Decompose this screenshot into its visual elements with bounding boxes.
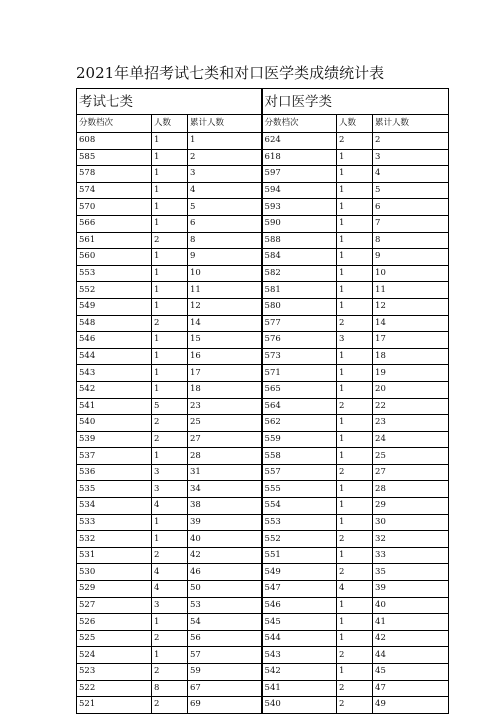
right-cumulative-cell: 25 xyxy=(373,448,449,465)
right-score-cell: 555 xyxy=(262,481,337,498)
right-score-cell: 540 xyxy=(262,697,337,714)
right-score-cell: 541 xyxy=(262,680,337,697)
right-cumulative-cell: 4 xyxy=(373,166,449,183)
left-cumulative-cell: 34 xyxy=(188,481,262,498)
right-count-cell: 2 xyxy=(337,531,373,548)
right-score-cell: 559 xyxy=(262,431,337,448)
table-row xyxy=(77,697,449,714)
score-statistics-table xyxy=(76,88,449,714)
left-score-cell: 539 xyxy=(77,431,152,448)
left-count-cell: 1 xyxy=(152,199,188,216)
left-score-cell: 574 xyxy=(77,182,152,199)
right-count-cell: 4 xyxy=(337,581,373,598)
right-score-cell: 580 xyxy=(262,298,337,315)
left-count-cell: 2 xyxy=(152,664,188,681)
right-count-cell: 2 xyxy=(337,680,373,697)
left-score-cell: 523 xyxy=(77,664,152,681)
right-cumulative-cell: 33 xyxy=(373,547,449,564)
right-score-cell: 562 xyxy=(262,415,337,432)
right-count-cell: 1 xyxy=(337,348,373,365)
left-cumulative-cell: 53 xyxy=(188,597,262,614)
left-cumulative-cell: 27 xyxy=(188,431,262,448)
right-cumulative-cell: 24 xyxy=(373,431,449,448)
left-count-cell: 3 xyxy=(152,464,188,481)
left-score-cell: 552 xyxy=(77,282,152,299)
right-cumulative-cell: 7 xyxy=(373,215,449,232)
right-cumulative-cell: 20 xyxy=(373,381,449,398)
right-score-cell: 581 xyxy=(262,282,337,299)
left-score-cell: 533 xyxy=(77,514,152,531)
table-body xyxy=(77,89,449,714)
right-score-cell: 594 xyxy=(262,182,337,199)
left-cumulative-cell: 18 xyxy=(188,381,262,398)
right-count-cell: 1 xyxy=(337,166,373,183)
left-count-cell: 2 xyxy=(152,630,188,647)
table-row xyxy=(77,232,449,249)
right-col-cumulative: 累计人数 xyxy=(373,115,449,133)
page-title: 2021年单招考试七类和对口医学类成绩统计表 xyxy=(76,64,385,82)
table-row xyxy=(77,282,449,299)
left-score-cell: 546 xyxy=(77,332,152,349)
left-count-cell: 1 xyxy=(152,365,188,382)
left-count-cell: 1 xyxy=(152,215,188,232)
left-cumulative-cell: 1 xyxy=(188,133,262,150)
table-row xyxy=(77,199,449,216)
right-cumulative-cell: 39 xyxy=(373,581,449,598)
table-row xyxy=(77,365,449,382)
left-cumulative-cell: 38 xyxy=(188,498,262,515)
right-cumulative-cell: 8 xyxy=(373,232,449,249)
table-row xyxy=(77,680,449,697)
left-count-cell: 3 xyxy=(152,597,188,614)
right-cumulative-cell: 18 xyxy=(373,348,449,365)
left-count-cell: 4 xyxy=(152,564,188,581)
right-score-cell: 618 xyxy=(262,149,337,166)
right-score-cell: 576 xyxy=(262,332,337,349)
right-cumulative-cell: 42 xyxy=(373,630,449,647)
right-score-cell: 554 xyxy=(262,498,337,515)
table-row xyxy=(77,149,449,166)
table-row xyxy=(77,332,449,349)
right-score-cell: 584 xyxy=(262,249,337,266)
left-cumulative-cell: 10 xyxy=(188,265,262,282)
left-cumulative-cell: 42 xyxy=(188,547,262,564)
right-cumulative-cell: 22 xyxy=(373,398,449,415)
left-count-cell: 1 xyxy=(152,249,188,266)
right-cumulative-cell: 23 xyxy=(373,415,449,432)
right-score-cell: 546 xyxy=(262,597,337,614)
right-score-cell: 565 xyxy=(262,381,337,398)
left-cumulative-cell: 69 xyxy=(188,697,262,714)
right-cumulative-cell: 41 xyxy=(373,614,449,631)
left-count-cell: 1 xyxy=(152,133,188,150)
right-cumulative-cell: 47 xyxy=(373,680,449,697)
right-count-cell: 2 xyxy=(337,133,373,150)
right-cumulative-cell: 32 xyxy=(373,531,449,548)
right-cumulative-cell: 35 xyxy=(373,564,449,581)
right-cumulative-cell: 14 xyxy=(373,315,449,332)
left-score-cell: 541 xyxy=(77,398,152,415)
left-score-cell: 530 xyxy=(77,564,152,581)
left-cumulative-cell: 15 xyxy=(188,332,262,349)
right-count-cell: 1 xyxy=(337,614,373,631)
table-row xyxy=(77,647,449,664)
left-score-cell: 537 xyxy=(77,448,152,465)
table-row xyxy=(77,133,449,150)
left-count-cell: 1 xyxy=(152,448,188,465)
left-count-cell: 1 xyxy=(152,298,188,315)
right-score-cell: 547 xyxy=(262,581,337,598)
table-row xyxy=(77,315,449,332)
table-row xyxy=(77,564,449,581)
left-cumulative-cell: 54 xyxy=(188,614,262,631)
right-score-cell: 582 xyxy=(262,265,337,282)
left-score-cell: 566 xyxy=(77,215,152,232)
right-score-cell: 557 xyxy=(262,464,337,481)
table-row xyxy=(77,464,449,481)
right-count-cell: 3 xyxy=(337,332,373,349)
right-col-count: 人数 xyxy=(337,115,373,133)
column-header-row xyxy=(77,115,449,133)
right-score-cell: 558 xyxy=(262,448,337,465)
right-count-cell: 1 xyxy=(337,431,373,448)
left-cumulative-cell: 16 xyxy=(188,348,262,365)
right-count-cell: 1 xyxy=(337,215,373,232)
table-row xyxy=(77,597,449,614)
section-left-title: 考试七类 xyxy=(77,89,262,115)
right-count-cell: 1 xyxy=(337,199,373,216)
table-row xyxy=(77,348,449,365)
left-cumulative-cell: 31 xyxy=(188,464,262,481)
table-row xyxy=(77,265,449,282)
table-row xyxy=(77,415,449,432)
table-row xyxy=(77,182,449,199)
left-count-cell: 1 xyxy=(152,265,188,282)
left-count-cell: 1 xyxy=(152,149,188,166)
left-score-cell: 525 xyxy=(77,630,152,647)
left-score-cell: 561 xyxy=(77,232,152,249)
left-cumulative-cell: 8 xyxy=(188,232,262,249)
left-cumulative-cell: 40 xyxy=(188,531,262,548)
left-cumulative-cell: 28 xyxy=(188,448,262,465)
left-score-cell: 526 xyxy=(77,614,152,631)
right-cumulative-cell: 9 xyxy=(373,249,449,266)
left-count-cell: 3 xyxy=(152,481,188,498)
right-score-cell: 544 xyxy=(262,630,337,647)
right-cumulative-cell: 44 xyxy=(373,647,449,664)
right-cumulative-cell: 49 xyxy=(373,697,449,714)
left-count-cell: 1 xyxy=(152,514,188,531)
left-count-cell: 2 xyxy=(152,697,188,714)
right-count-cell: 1 xyxy=(337,282,373,299)
left-count-cell: 8 xyxy=(152,680,188,697)
left-cumulative-cell: 9 xyxy=(188,249,262,266)
section-header-row xyxy=(77,89,449,115)
right-count-cell: 1 xyxy=(337,365,373,382)
left-count-cell: 2 xyxy=(152,415,188,432)
right-cumulative-cell: 11 xyxy=(373,282,449,299)
left-score-cell: 585 xyxy=(77,149,152,166)
right-cumulative-cell: 40 xyxy=(373,597,449,614)
right-count-cell: 1 xyxy=(337,265,373,282)
left-cumulative-cell: 23 xyxy=(188,398,262,415)
right-score-cell: 551 xyxy=(262,547,337,564)
right-cumulative-cell: 12 xyxy=(373,298,449,315)
left-cumulative-cell: 12 xyxy=(188,298,262,315)
right-count-cell: 1 xyxy=(337,630,373,647)
right-score-cell: 549 xyxy=(262,564,337,581)
right-score-cell: 624 xyxy=(262,133,337,150)
left-score-cell: 529 xyxy=(77,581,152,598)
table-row xyxy=(77,547,449,564)
right-count-cell: 2 xyxy=(337,464,373,481)
right-cumulative-cell: 27 xyxy=(373,464,449,481)
left-cumulative-cell: 4 xyxy=(188,182,262,199)
right-score-cell: 588 xyxy=(262,232,337,249)
left-count-cell: 1 xyxy=(152,182,188,199)
left-count-cell: 1 xyxy=(152,166,188,183)
table-row xyxy=(77,630,449,647)
left-score-cell: 548 xyxy=(77,315,152,332)
left-score-cell: 536 xyxy=(77,464,152,481)
left-score-cell: 535 xyxy=(77,481,152,498)
table-row xyxy=(77,166,449,183)
table-row xyxy=(77,664,449,681)
left-col-cumulative: 累计人数 xyxy=(188,115,262,133)
right-score-cell: 577 xyxy=(262,315,337,332)
right-cumulative-cell: 28 xyxy=(373,481,449,498)
right-score-cell: 597 xyxy=(262,166,337,183)
right-count-cell: 1 xyxy=(337,481,373,498)
left-score-cell: 527 xyxy=(77,597,152,614)
right-count-cell: 1 xyxy=(337,597,373,614)
left-count-cell: 4 xyxy=(152,498,188,515)
table-row xyxy=(77,614,449,631)
left-score-cell: 524 xyxy=(77,647,152,664)
left-count-cell: 1 xyxy=(152,348,188,365)
right-score-cell: 545 xyxy=(262,614,337,631)
table-row xyxy=(77,398,449,415)
right-score-cell: 542 xyxy=(262,664,337,681)
right-count-cell: 2 xyxy=(337,647,373,664)
right-cumulative-cell: 19 xyxy=(373,365,449,382)
left-cumulative-cell: 17 xyxy=(188,365,262,382)
left-score-cell: 534 xyxy=(77,498,152,515)
right-cumulative-cell: 10 xyxy=(373,265,449,282)
left-col-score: 分数档次 xyxy=(77,115,152,133)
right-cumulative-cell: 30 xyxy=(373,514,449,531)
left-count-cell: 2 xyxy=(152,547,188,564)
table-row xyxy=(77,481,449,498)
left-cumulative-cell: 67 xyxy=(188,680,262,697)
right-count-cell: 1 xyxy=(337,182,373,199)
left-score-cell: 578 xyxy=(77,166,152,183)
left-count-cell: 2 xyxy=(152,315,188,332)
left-score-cell: 543 xyxy=(77,365,152,382)
table-row xyxy=(77,514,449,531)
right-cumulative-cell: 3 xyxy=(373,149,449,166)
right-col-score: 分数档次 xyxy=(262,115,337,133)
right-cumulative-cell: 17 xyxy=(373,332,449,349)
left-count-cell: 4 xyxy=(152,581,188,598)
right-score-cell: 564 xyxy=(262,398,337,415)
right-count-cell: 1 xyxy=(337,381,373,398)
right-count-cell: 2 xyxy=(337,564,373,581)
right-count-cell: 1 xyxy=(337,415,373,432)
table-row xyxy=(77,381,449,398)
right-count-cell: 1 xyxy=(337,514,373,531)
right-score-cell: 573 xyxy=(262,348,337,365)
left-count-cell: 2 xyxy=(152,431,188,448)
left-cumulative-cell: 6 xyxy=(188,215,262,232)
left-cumulative-cell: 39 xyxy=(188,514,262,531)
left-cumulative-cell: 14 xyxy=(188,315,262,332)
left-score-cell: 540 xyxy=(77,415,152,432)
left-score-cell: 531 xyxy=(77,547,152,564)
table-row xyxy=(77,531,449,548)
right-score-cell: 571 xyxy=(262,365,337,382)
right-count-cell: 1 xyxy=(337,249,373,266)
left-cumulative-cell: 50 xyxy=(188,581,262,598)
right-score-cell: 543 xyxy=(262,647,337,664)
table-row xyxy=(77,498,449,515)
left-count-cell: 1 xyxy=(152,332,188,349)
left-count-cell: 1 xyxy=(152,531,188,548)
right-count-cell: 1 xyxy=(337,498,373,515)
left-cumulative-cell: 11 xyxy=(188,282,262,299)
left-cumulative-cell: 2 xyxy=(188,149,262,166)
left-count-cell: 1 xyxy=(152,614,188,631)
right-count-cell: 1 xyxy=(337,664,373,681)
left-score-cell: 521 xyxy=(77,697,152,714)
table-row xyxy=(77,249,449,266)
right-count-cell: 1 xyxy=(337,149,373,166)
right-score-cell: 590 xyxy=(262,215,337,232)
right-score-cell: 553 xyxy=(262,514,337,531)
right-count-cell: 2 xyxy=(337,398,373,415)
left-col-count: 人数 xyxy=(152,115,188,133)
right-count-cell: 1 xyxy=(337,298,373,315)
right-count-cell: 2 xyxy=(337,697,373,714)
left-cumulative-cell: 3 xyxy=(188,166,262,183)
left-cumulative-cell: 46 xyxy=(188,564,262,581)
left-score-cell: 542 xyxy=(77,381,152,398)
left-score-cell: 553 xyxy=(77,265,152,282)
right-cumulative-cell: 45 xyxy=(373,664,449,681)
right-score-cell: 552 xyxy=(262,531,337,548)
left-cumulative-cell: 25 xyxy=(188,415,262,432)
right-count-cell: 1 xyxy=(337,448,373,465)
right-cumulative-cell: 2 xyxy=(373,133,449,150)
right-count-cell: 2 xyxy=(337,315,373,332)
left-score-cell: 522 xyxy=(77,680,152,697)
right-score-cell: 593 xyxy=(262,199,337,216)
left-score-cell: 532 xyxy=(77,531,152,548)
left-cumulative-cell: 56 xyxy=(188,630,262,647)
right-cumulative-cell: 6 xyxy=(373,199,449,216)
left-score-cell: 560 xyxy=(77,249,152,266)
table-row xyxy=(77,298,449,315)
left-count-cell: 2 xyxy=(152,232,188,249)
table-row xyxy=(77,448,449,465)
left-cumulative-cell: 5 xyxy=(188,199,262,216)
table-row xyxy=(77,431,449,448)
right-cumulative-cell: 5 xyxy=(373,182,449,199)
table-row xyxy=(77,215,449,232)
right-count-cell: 1 xyxy=(337,232,373,249)
right-count-cell: 1 xyxy=(337,547,373,564)
left-count-cell: 1 xyxy=(152,647,188,664)
left-score-cell: 544 xyxy=(77,348,152,365)
left-score-cell: 570 xyxy=(77,199,152,216)
left-count-cell: 5 xyxy=(152,398,188,415)
left-score-cell: 549 xyxy=(77,298,152,315)
left-count-cell: 1 xyxy=(152,282,188,299)
left-cumulative-cell: 59 xyxy=(188,664,262,681)
left-count-cell: 1 xyxy=(152,381,188,398)
left-cumulative-cell: 57 xyxy=(188,647,262,664)
section-right-title: 对口医学类 xyxy=(262,89,449,115)
table-row xyxy=(77,581,449,598)
left-score-cell: 608 xyxy=(77,133,152,150)
right-cumulative-cell: 29 xyxy=(373,498,449,515)
